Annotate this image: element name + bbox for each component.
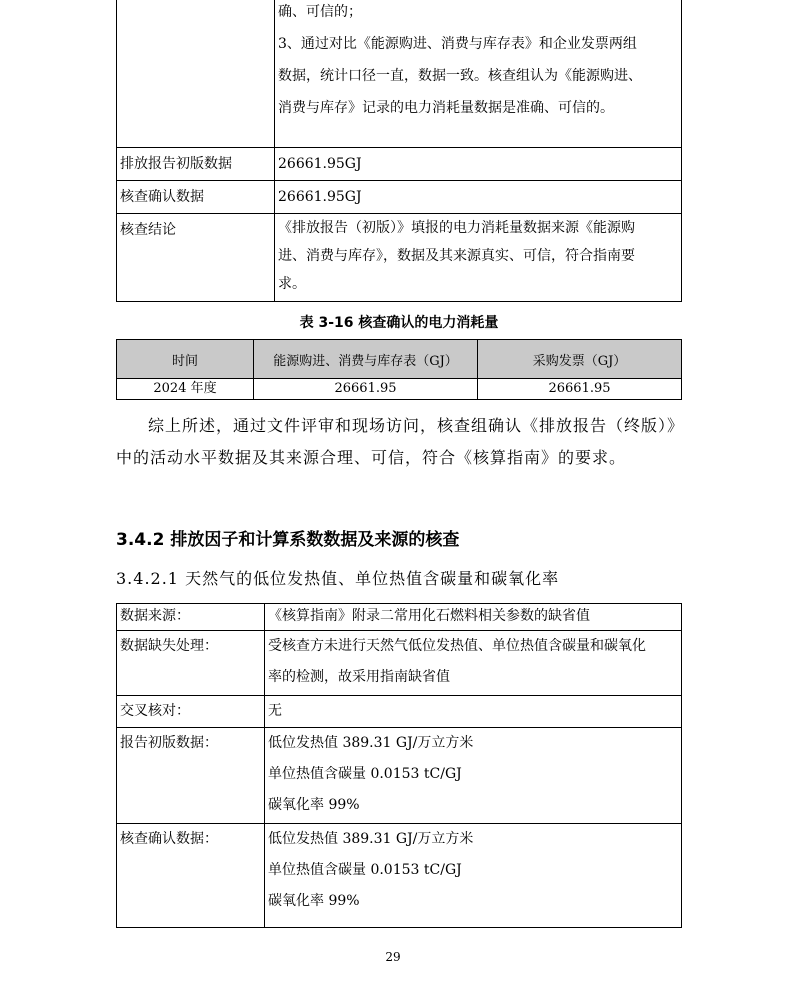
param-line: 单位热值含碳量 0.0153 tC/GJ <box>268 862 462 878</box>
row-value-missing <box>265 631 682 696</box>
label-text: 数据来源： <box>120 608 190 624</box>
row-label-conclusion: 核查结论 <box>117 214 275 302</box>
param-line: 低位发热值 389.31 GJ/万立方米 <box>268 735 474 751</box>
param-line: 单位热值含碳量 0.0153 tC/GJ <box>268 766 462 782</box>
subsection-heading: 3.4.2.1 天然气的低位发热值、单位热值含碳量和碳氧化率 <box>116 569 560 588</box>
cell-invoice-value: 26661.95 <box>478 379 682 400</box>
page-number: 29 <box>385 950 401 964</box>
detail-line: 确、可信的； <box>278 4 362 20</box>
cell-year: 2024 年度 <box>117 379 254 400</box>
row-value-initial-data <box>265 728 682 824</box>
column-header-energy-table: 能源购进、消费与库存表（GJ） <box>254 340 478 379</box>
row-value-conclusion <box>275 214 682 302</box>
natural-gas-parameter-table <box>116 603 682 928</box>
summary-paragraph: 综上所述，通过文件评审和现场访问，核查组确认《排放报告（终版）》中的活动水平数据及其来源合理、可信，符合《核算指南》的要求。 <box>116 416 685 467</box>
electricity-data-table <box>116 339 682 400</box>
row-label-confirmed: 核查确认数据 <box>117 181 275 214</box>
value-text: 《核算指南》附录二常用化石燃料相关参数的缺省值 <box>268 608 590 624</box>
missing-line: 受核查方未进行天然气低位发热值、单位热值含碳量和碳氧化 <box>268 638 646 654</box>
column-header-time: 时间 <box>117 340 254 379</box>
column-header-invoice: 采购发票（GJ） <box>478 340 682 379</box>
param-line: 碳氧化率 99% <box>268 893 360 909</box>
row-value-source <box>265 604 682 631</box>
row-label-confirmed-data: 核查确认数据： <box>117 824 265 928</box>
conclusion-line: 求。 <box>278 276 306 292</box>
row-value-confirmed-data <box>265 824 682 928</box>
row-label-missing: 数据缺失处理： <box>117 631 265 696</box>
table-cell-verification-details <box>275 0 682 148</box>
row-label-initial-report: 排放报告初版数据 <box>117 148 275 181</box>
row-value-confirmed: 26661.95GJ <box>275 181 682 214</box>
row-value-cross-check: 无 <box>265 696 682 728</box>
table-row <box>117 379 682 400</box>
electricity-verification-table <box>116 0 682 302</box>
table-cell-empty <box>117 0 275 148</box>
section-heading: 3.4.2 排放因子和计算系数数据及来源的核查 <box>116 530 460 550</box>
param-line: 碳氧化率 99% <box>268 797 360 813</box>
table-caption: 表 3-16 核查确认的电力消耗量 <box>299 315 499 331</box>
param-line: 低位发热值 389.31 GJ/万立方米 <box>268 831 474 847</box>
conclusion-line: 《排放报告（初版）》填报的电力消耗量数据来源《能源购 <box>278 220 635 236</box>
cell-energy-table-value: 26661.95 <box>254 379 478 400</box>
detail-line: 消费与库存》记录的电力消耗量数据是准确、可信的。 <box>278 100 614 116</box>
row-label-source <box>117 604 265 631</box>
conclusion-line: 进、消费与库存》，数据及其来源真实、可信，符合指南要 <box>278 248 635 264</box>
missing-line: 率的检测，故采用指南缺省值 <box>268 669 450 685</box>
detail-line: 数据，统计口径一直，数据一致。核查组认为《能源购进、 <box>278 68 642 84</box>
detail-line: 3、通过对比《能源购进、消费与库存表》和企业发票两组 <box>278 36 637 52</box>
row-value-initial-report: 26661.95GJ <box>275 148 682 181</box>
row-label-cross-check: 交叉核对： <box>117 696 265 728</box>
row-label-initial-data: 报告初版数据： <box>117 728 265 824</box>
